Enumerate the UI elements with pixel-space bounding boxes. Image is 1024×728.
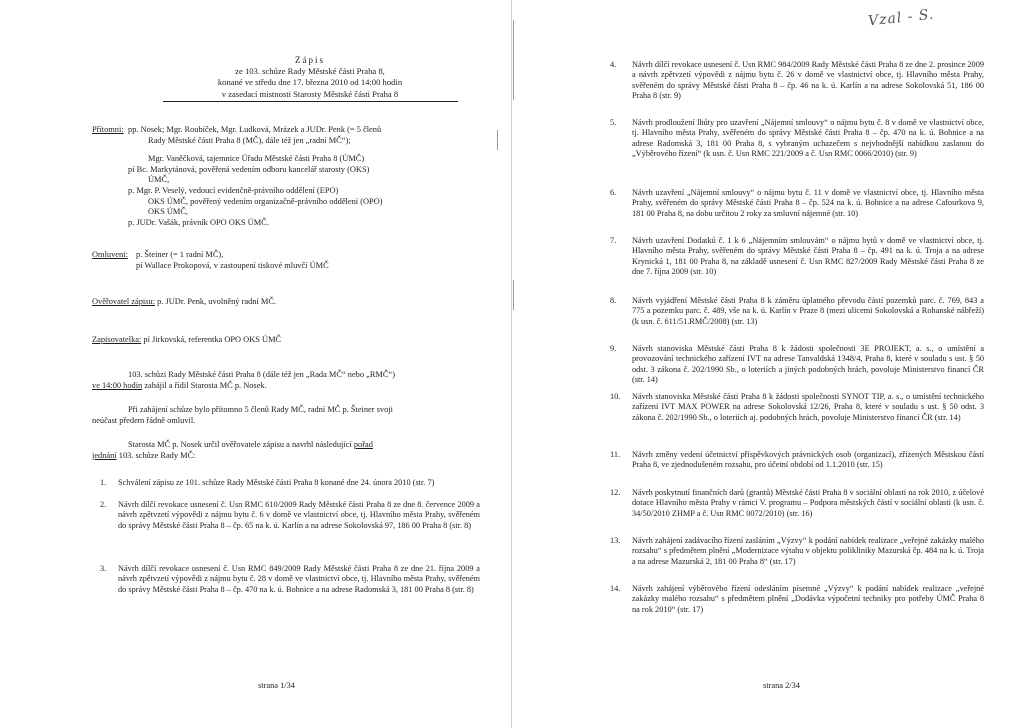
header-rule bbox=[163, 101, 458, 102]
excused-label: Omluveni: bbox=[92, 250, 128, 259]
binding-mark bbox=[513, 20, 514, 100]
document-title: Zápis bbox=[295, 55, 325, 65]
agenda-intro: Starosta MČ p. Nosek určil ověřovatele zápisu a navrhl následující pořad jednání 103. schůze Rady MČ: bbox=[92, 440, 373, 460]
present-line: OKS ÚMČ, bbox=[148, 207, 189, 217]
present-line: OKS ÚMČ, pověřený vedením organizačně-právního oddělení (OPO) bbox=[148, 196, 383, 206]
present-line: p. Mgr. P. Veselý, vedoucí evidenčně-právního oddělení (EPO) bbox=[128, 185, 339, 195]
binding-mark bbox=[513, 280, 514, 310]
verifier-row: Ověřovatel zápisu: p. JUDr. Penk, uvolněný radní MČ. bbox=[92, 297, 276, 306]
present-line: pp. Nosek; Mgr. Roubíček, Mgr. Ludková, Mrázek a JUDr. Penk (= 5 členů bbox=[128, 125, 382, 134]
recorder-row: Zapisovatelka: pí Jirkovská, referentka OPO OKS ÚMČ bbox=[92, 335, 282, 344]
handwritten-note: Vzal - S. bbox=[867, 6, 936, 30]
agenda-item: 1. Schválení zápisu ze 101. schůze Rady Městské části Praha 8 konané dne 24. února 2010 (str. 7) bbox=[100, 478, 435, 487]
present-line: p. JUDr. Vašák, právník OPO OKS ÚMČ. bbox=[128, 217, 269, 227]
page-number: strana 2/34 bbox=[763, 681, 800, 690]
agenda-item: 2. Návrh dílčí revokace usnesení č. Usn RMC 610/2009 Rady Městské části Praha 8 ze dne 8. července 2009 a návrh zpětvzetí výpovědi z nájmu bytu č. 6 v domě ve vlastnictví obce, tj. Hlavního města Prahy, svěřeném do správy Městské části Praha 8 – čp. 65 na k. ú. Karlín a na adrese Sokolovská 97, 186 00 Praha 8 (str. 8) bbox=[100, 500, 480, 530]
header-line: konané ve středu dne 17. března 2010 od 14:00 hodin bbox=[217, 77, 403, 88]
minutes-header bbox=[150, 55, 470, 102]
header-line: v zasedací místnosti Starosty Městské části Praha 8 bbox=[221, 88, 399, 99]
page-number: strana 1/34 bbox=[258, 681, 295, 690]
attendance-paragraph: Při zahájení schůze bylo přítomno 5 členů Rady MČ, radní MČ p. Šteiner svoji neúčast předem řádně omluvil. bbox=[92, 405, 393, 425]
opening-paragraph: 103. schůzi Rady Městské části Praha 8 (dále též jen „Rada MČ“ nebo „RMČ“) ve 14:00 hodin zahájil a řídil Starosta MČ p. Nosek. bbox=[92, 370, 395, 390]
agenda-item: 3. Návrh dílčí revokace usnesení č. Usn RMC 849/2009 Rady Městské části Praha 8 ze dne 21. října 2009 a návrh zpětvzetí výpovědi z nájmu bytu č. 28 v domě ve vlastnictví obce, tj. Hlavního města Prahy, svěřeném do správy Městské části Praha 8 – čp. 470 na k. ú. Bohnice a na adrese Radomská 3, 181 00 Praha 8 (str. 8) bbox=[100, 564, 480, 594]
excused-line: p. Šteiner (= 1 radní MČ), bbox=[136, 250, 224, 259]
present-line: Mgr. Vaněčková, tajemnice Úřadu Městské části Praha 8 (ÚMČ) bbox=[148, 154, 365, 164]
excused-list bbox=[136, 250, 476, 271]
present-list bbox=[128, 125, 488, 228]
present-label: Přítomni: bbox=[92, 125, 124, 134]
present-line: ÚMČ, bbox=[148, 175, 170, 185]
header-line: ze 103. schůze Rady Městské části Praha 8, bbox=[235, 66, 385, 77]
present-line: Rady Městské části Praha 8 (MČ), dále též jen „radní MČ“); bbox=[148, 135, 351, 145]
present-line: pí Bc. Markytánová, pověřená vedením odboru kancelář starosty (OKS) bbox=[128, 164, 370, 174]
excused-line: pí Wallace Prokopová, v zastoupení tiskové mluvčí ÚMČ bbox=[136, 260, 329, 270]
